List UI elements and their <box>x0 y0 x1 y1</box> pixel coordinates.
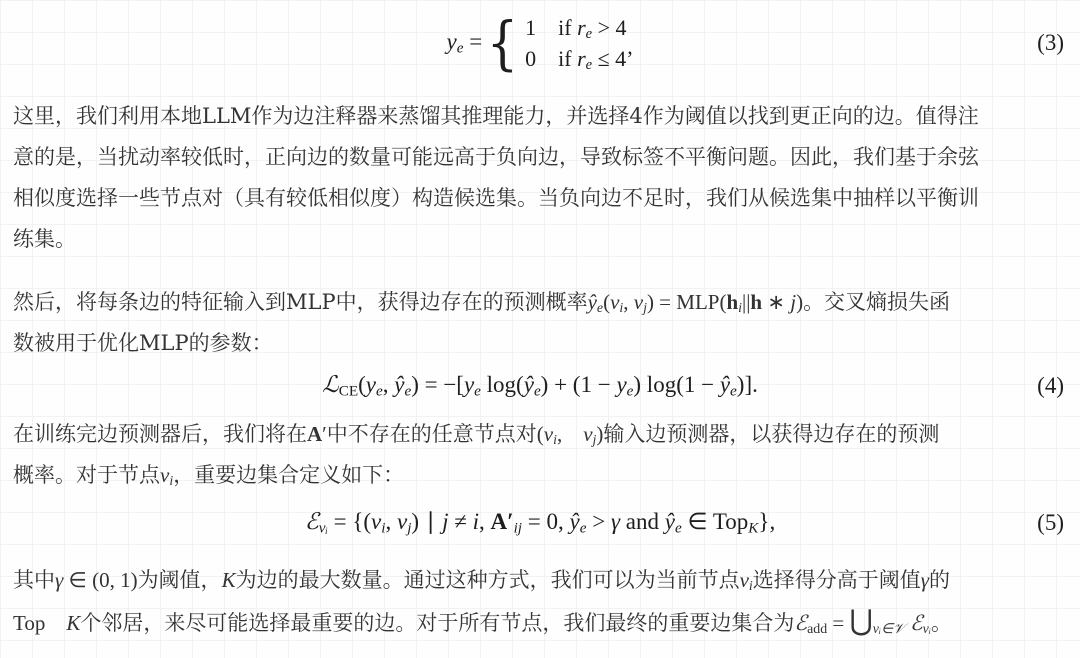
segment: 相似度选择一些节点对（具有较低相似度）构造候选集。当负向边不足时，我们从候选集中抽样以平衡训 <box>13 186 979 210</box>
segment: K <box>221 568 236 592</box>
segment: v <box>160 463 170 487</box>
segment: h <box>726 290 739 314</box>
segment: i <box>472 508 479 534</box>
segment: vᵢ <box>318 519 328 537</box>
segment: 为边的最大数量。通过这种方式，我们可以为当前节点 <box>235 568 740 592</box>
segment: A <box>307 422 323 446</box>
segment: = <box>827 611 850 635</box>
equation-5 <box>0 500 1080 546</box>
segment: j <box>407 519 412 537</box>
segment: ) = −[ <box>411 371 464 397</box>
segment: 意的是，当扰动率较低时，正向边的数量可能远高于负向边，导致标签不平衡问题。因此，我们基于余弦 <box>13 145 979 169</box>
equation-5-body <box>305 509 775 537</box>
segment: e <box>404 382 412 400</box>
segment: 中不存在的任意节点对 <box>326 422 537 446</box>
text-line <box>13 219 1067 260</box>
segment: i <box>381 519 386 537</box>
segment: γ <box>55 568 64 592</box>
segment: ( <box>358 371 366 397</box>
segment: ) = MLP( <box>646 290 727 314</box>
case-line-1 <box>525 12 633 43</box>
segment: = <box>463 28 483 54</box>
segment: ŷ <box>719 371 731 397</box>
text-line <box>13 178 1067 219</box>
paragraph-2 <box>0 282 1080 364</box>
segment: ≤ 4’ <box>592 46 634 71</box>
segment: Top <box>13 611 46 635</box>
segment: if <box>536 46 578 71</box>
text-line <box>13 282 1067 323</box>
segment: ) ∣ <box>411 508 443 534</box>
segment: y <box>616 371 627 397</box>
segment: j <box>643 300 647 316</box>
segment: ，重要边集合定义如下： <box>173 463 405 487</box>
segment: log( <box>480 371 524 397</box>
segment: ′ <box>322 422 327 446</box>
segment: 然后，将每条边的特征输入到MLP中，获得边存在的预测概率 <box>13 290 588 314</box>
segment: j <box>442 508 449 534</box>
segment: e <box>585 57 593 74</box>
segment: }, <box>758 508 776 534</box>
segment: i <box>169 473 174 489</box>
segment: ⋃ <box>849 606 873 637</box>
segment: j <box>592 432 597 448</box>
segment: e <box>376 382 383 400</box>
equation-3-lhs <box>447 29 483 57</box>
segment: ℰ <box>909 611 923 635</box>
segment: ( <box>603 290 611 314</box>
segment: v <box>583 422 593 446</box>
segment: 为阈值， <box>137 568 222 592</box>
segment: 这里，我们利用本地LLM作为边注释器来蒸馏其推理能力，并选择4作为阈值以找到更正向的边。值得注 <box>13 104 979 128</box>
equation-number-5: (5) <box>1037 510 1064 535</box>
segment: γ <box>920 568 930 592</box>
equation-3-cases <box>525 12 633 74</box>
segment: add <box>807 621 828 637</box>
segment: e <box>585 26 593 43</box>
segment: 。 <box>931 611 953 635</box>
segment: = 0, <box>522 508 570 534</box>
segment: ( <box>536 422 544 446</box>
segment: 练集。 <box>13 227 76 251</box>
segment: ij <box>513 519 523 537</box>
segment: , <box>479 508 491 534</box>
segment: ) <box>796 290 804 314</box>
segment: h <box>750 290 763 314</box>
segment: , <box>382 371 395 397</box>
segment: ŷ <box>523 371 534 397</box>
text-line <box>13 414 1067 455</box>
paragraph-1 <box>0 96 1080 260</box>
segment: ) <box>596 422 604 446</box>
segment: || <box>742 290 751 314</box>
segment: 在训练完边预测器后，我们将在 <box>13 422 307 446</box>
text-line <box>13 96 1067 137</box>
segment: i <box>553 432 557 448</box>
segment: y <box>446 28 457 54</box>
segment: 0 <box>525 46 537 71</box>
segment: ℒ <box>322 371 339 397</box>
segment: ) log(1 − <box>633 371 720 397</box>
segment: K <box>66 611 81 635</box>
segment: ŷ <box>664 508 675 534</box>
segment: v <box>543 422 554 446</box>
segment: v <box>610 290 620 314</box>
segment: 。交叉熵损失函 <box>803 290 951 314</box>
segment: if <box>536 15 578 40</box>
cases-brace: { <box>486 9 519 77</box>
segment: ŷ <box>587 290 597 314</box>
segment: e <box>626 382 634 400</box>
segment: 选择得分高于阈值 <box>752 568 921 592</box>
equation-4 <box>0 364 1080 408</box>
segment: A′ <box>490 508 514 534</box>
segment: i <box>738 300 742 316</box>
equation-3 <box>0 0 1080 86</box>
case-line-2 <box>525 43 633 74</box>
segment: vᵢ <box>922 621 932 637</box>
equation-4-body <box>322 372 758 400</box>
segment: e <box>456 39 464 57</box>
segment: )]. <box>736 371 758 397</box>
segment: v <box>396 508 408 534</box>
segment: ℰ <box>304 508 319 534</box>
segment: 个邻居，来尽可能选择最重要的边。对于所有节点，我们最终的重要边集合为 <box>80 611 795 635</box>
segment: ) + (1 − <box>540 371 617 397</box>
segment: ∗ <box>762 290 791 314</box>
segment: 概率。对于节点 <box>13 463 160 487</box>
segment: e <box>579 519 587 537</box>
segment: r <box>577 46 586 71</box>
text-line <box>13 323 1067 364</box>
segment: and <box>620 508 665 534</box>
segment: > <box>586 508 611 534</box>
segment: ∈ Top <box>681 508 749 534</box>
segment: γ <box>610 508 621 534</box>
segment: v <box>633 290 644 314</box>
text-line <box>13 455 1067 496</box>
equation-number-3: (3) <box>1037 30 1064 55</box>
segment: CE <box>338 382 359 400</box>
segment: vᵢ∈𝒱 <box>872 621 905 637</box>
segment: > 4 <box>592 15 627 40</box>
segment: r <box>577 15 586 40</box>
paragraph-4 <box>0 560 1080 642</box>
paragraph-3 <box>0 414 1080 496</box>
segment: 1 <box>525 15 537 40</box>
segment: v <box>739 568 749 592</box>
segment: ℰ <box>794 611 808 635</box>
segment: j <box>790 290 797 314</box>
equation-number-4: (4) <box>1037 373 1064 398</box>
segment: K <box>748 519 759 537</box>
segment: e <box>474 382 481 400</box>
segment: ≠ <box>448 508 473 534</box>
segment: ∈ (0, 1) <box>63 568 138 592</box>
segment: e <box>674 519 682 537</box>
segment: 数被用于优化MLP的参数： <box>13 331 273 355</box>
segment: i <box>619 300 624 316</box>
segment: e <box>596 300 604 316</box>
text-line <box>13 560 1067 601</box>
segment: , <box>556 422 584 446</box>
text-line <box>13 601 1067 642</box>
segment: , <box>385 508 397 534</box>
segment: , <box>623 290 634 314</box>
segment: ŷ <box>569 508 580 534</box>
segment: e <box>730 382 737 400</box>
segment: y <box>463 371 475 397</box>
segment: i <box>748 578 753 594</box>
segment: = {( <box>327 508 372 534</box>
segment: e <box>533 382 541 400</box>
segment: ŷ <box>394 371 405 397</box>
segment <box>45 611 66 635</box>
segment: v <box>371 508 382 534</box>
text-line <box>13 137 1067 178</box>
segment: y <box>365 371 376 397</box>
segment: 的 <box>929 568 951 592</box>
segment: 输入边预测器，以获得边存在的预测 <box>603 422 940 446</box>
segment: 其中 <box>13 568 55 592</box>
